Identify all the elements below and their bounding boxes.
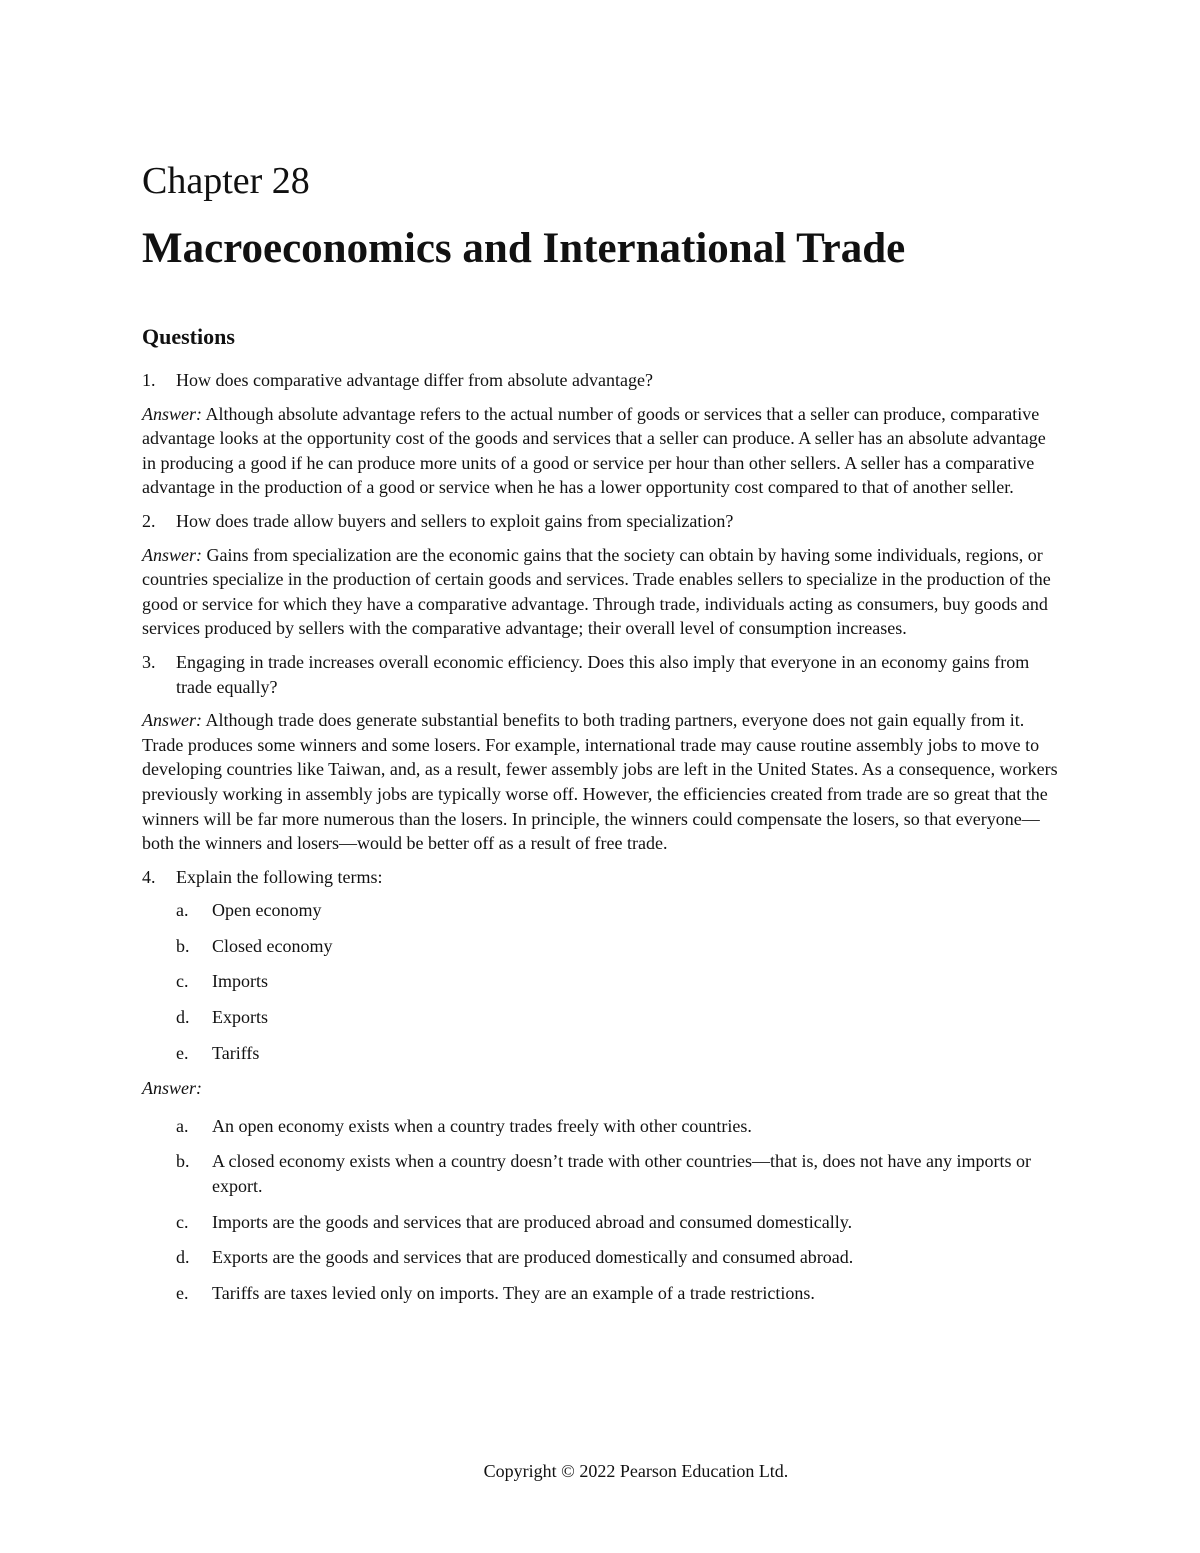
term-item	[142, 1005, 1060, 1030]
term-letter: a.	[176, 900, 189, 921]
term-answer-text: A closed economy exists when a country doesn’t trade with other countries—that is, does not have any imports or export.	[212, 1151, 1031, 1197]
copyright-footer: Copyright © 2022 Pearson Education Ltd.	[483, 1461, 789, 1481]
question-number: 1.	[142, 370, 156, 390]
term-answer	[142, 1281, 1060, 1306]
term-letter: e.	[176, 1042, 189, 1063]
term-answer	[142, 1210, 1060, 1235]
term-answer-letter: a.	[176, 1115, 189, 1136]
answer-2	[142, 543, 1060, 641]
term-item	[142, 1041, 1060, 1066]
term-item	[142, 934, 1060, 959]
questions-list	[142, 368, 1060, 1316]
term-answer-letter: d.	[176, 1247, 190, 1268]
answer-1	[142, 402, 1060, 500]
term-text: Tariffs	[212, 1042, 260, 1063]
answer-label: Answer:	[142, 544, 202, 565]
question-text: Engaging in trade increases overall economic efficiency. Does this also imply that everyone in an economy gains from trade equally?	[176, 651, 1030, 697]
question-text: How does comparative advantage differ from absolute advantage?	[176, 370, 653, 390]
term-answer-letter: e.	[176, 1282, 189, 1303]
question-number: 2.	[142, 510, 156, 531]
answer-label: Answer:	[142, 403, 202, 424]
term-letter: d.	[176, 1007, 190, 1028]
term-answer-text: Tariffs are taxes levied only on imports. They are an example of a trade restrictions.	[212, 1282, 815, 1303]
chapter-number: Chapter 28	[142, 160, 310, 202]
answer-3	[142, 708, 1060, 856]
term-letter: c.	[176, 971, 189, 992]
term-answer-text: Imports are the goods and services that are produced abroad and consumed domestically.	[212, 1211, 853, 1232]
question-2	[142, 509, 1060, 534]
term-item	[142, 898, 1060, 923]
term-answer-letter: b.	[176, 1151, 190, 1172]
answer-label: Answer:	[142, 710, 202, 731]
question-text: Explain the following terms:	[176, 866, 383, 887]
term-text: Imports	[212, 971, 268, 992]
answer-label: Answer:	[142, 1078, 202, 1099]
question-text: How does trade allow buyers and sellers to exploit gains from specialization?	[176, 510, 734, 531]
term-letter: b.	[176, 935, 190, 956]
term-answer	[142, 1149, 1060, 1198]
question-3	[142, 650, 1060, 699]
term-answer-letter: c.	[176, 1211, 189, 1232]
term-text: Closed economy	[212, 935, 333, 956]
section-heading: Questions	[142, 324, 235, 349]
question-1	[142, 368, 1060, 393]
question-number: 3.	[142, 651, 156, 672]
answer-text: Gains from specialization are the economic gains that the society can obtain by having some individuals, regions, or countries specialize in the production of certain goods and services. Trade enables sellers to specialize in the production of the good or service for which they have a comparative advantage. Through trade, individuals acting as consumers, buy goods and services produced by sellers with the comparative advantage; their overall level of consumption increases.	[142, 544, 1051, 639]
term-answer	[142, 1245, 1060, 1270]
term-answer-text: An open economy exists when a country trades freely with other countries.	[212, 1115, 752, 1136]
term-item	[142, 969, 1060, 994]
term-text: Exports	[212, 1007, 268, 1028]
question-4	[142, 865, 1060, 890]
chapter-title: Macroeconomics and International Trade	[142, 225, 906, 272]
term-text: Open economy	[212, 900, 322, 921]
answer-text: Although absolute advantage refers to the actual number of goods or services that a seller can produce, comparative advantage looks at the opportunity cost of the goods and services that a seller can produce. A seller has an absolute advantage in producing a good if he can produce more units of a good or service per hour than other sellers. A seller has a comparative advantage in the production of a good or service when he has a lower opportunity cost compared to that of another seller.	[142, 403, 1046, 498]
answer-text: Although trade does generate substantial benefits to both trading partners, everyone does not gain equally from it. Trade produces some winners and some losers. For example, international trade may cause routine assembly jobs to move to developing countries like Taiwan, and, as a result, fewer assembly jobs are left in the United States. As a consequence, workers previously working in assembly jobs are typically worse off. However, the efficiencies created from trade are so great that the winners will be far more numerous than the losers. In principle, the winners could compensate the losers, so that everyone—both the winners and losers—would be better off as a result of free trade.	[142, 710, 1058, 854]
question-number: 4.	[142, 866, 156, 887]
term-answer	[142, 1114, 1060, 1139]
term-answer-text: Exports are the goods and services that are produced domestically and consumed abroad.	[212, 1247, 854, 1268]
